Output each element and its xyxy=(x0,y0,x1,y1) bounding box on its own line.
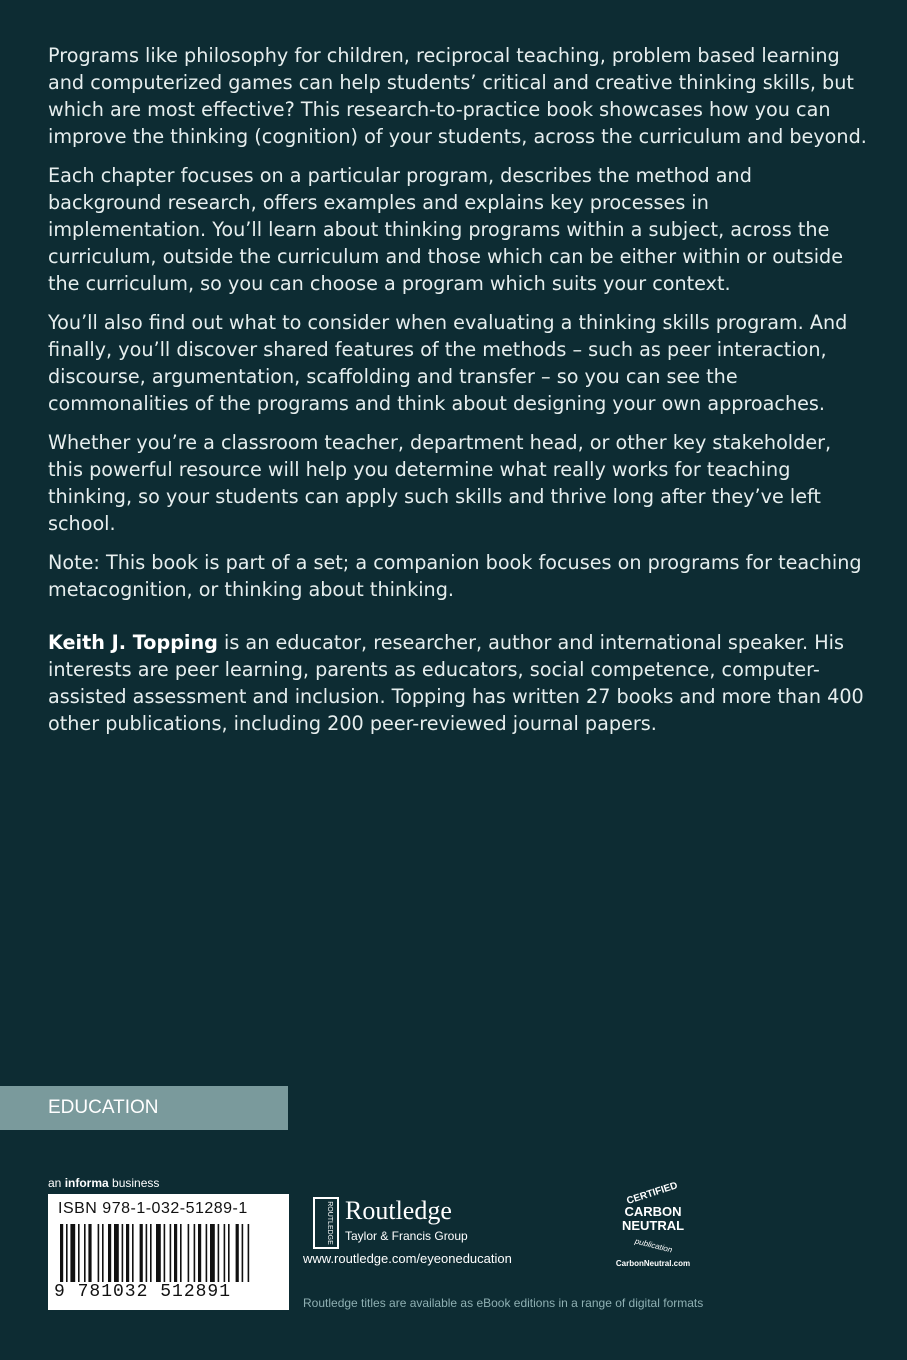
blurb-paragraph: Programs like philosophy for children, reciprocal teaching, problem based learning and computerized games can help students’ critical and creative thinking skills, but which are most effective? This research-to-practice book showcases how you can improve the thinking (cognition) of your students, across the curriculum and beyond. xyxy=(48,44,867,148)
author-bio xyxy=(48,629,868,737)
carbon-line1: CARBON xyxy=(624,1204,682,1219)
category-band: EDUCATION xyxy=(0,1086,288,1130)
publisher-group: Taylor & Francis Group xyxy=(345,1229,468,1243)
publisher-name: Routledge xyxy=(345,1196,452,1225)
routledge-logo-icon xyxy=(312,1196,340,1250)
back-cover-blurb xyxy=(48,42,868,749)
informa-suffix: business xyxy=(108,1176,160,1190)
informa-prefix: an xyxy=(48,1176,65,1190)
blurb-paragraph: Each chapter focuses on a particular program, describes the method and background research, offers examples and explains key processes in implementation. You’ll learn about thinking programs within a subject, across the curriculum, outside the curriculum and those which can be either within or outside the curriculum, so you can choose a program which suits your context. xyxy=(48,164,844,295)
ebook-formats-note: Routledge titles are available as eBook editions in a range of digital formats xyxy=(303,1296,704,1310)
blurb-note: Note: This book is part of a set; a companion book focuses on programs for teaching metacognition, or thinking about thinking. xyxy=(48,551,862,601)
routledge-logo-text: ROUTLEDGE xyxy=(326,1201,333,1245)
isbn-label: ISBN 978-1-032-51289-1 xyxy=(58,1200,248,1217)
blurb-paragraph: You’ll also find out what to consider when evaluating a thinking skills program. And finally, you’ll discover shared features of the methods – such as peer interaction, discourse, argumentation, scaffolding and transfer – so you can see the commonalities of the programs and think about designing your own approaches. xyxy=(48,311,848,415)
barcode-digits: 9 781032 512891 xyxy=(54,1282,232,1302)
carbon-certified-text: CERTIFIED xyxy=(625,1180,680,1208)
barcode-icon xyxy=(60,1224,278,1282)
informa-business-line xyxy=(48,1176,159,1190)
carbon-site-text: CarbonNeutral.com xyxy=(615,1259,691,1268)
isbn-barcode-box xyxy=(48,1194,289,1310)
publisher-url[interactable]: www.routledge.com/eyeoneducation xyxy=(303,1251,512,1266)
carbon-neutral-badge-icon xyxy=(603,1176,703,1272)
blurb-paragraph: Whether you’re a classroom teacher, department head, or other key stakeholder, this powerful resource will help you determine what really works for teaching thinking, so your students can apply such skills and thrive long after they’ve left school. xyxy=(48,431,832,535)
carbon-line2: NEUTRAL xyxy=(621,1218,685,1233)
carbon-publication-text: publication xyxy=(633,1236,674,1255)
author-bio-text: is an educator, researcher, author and international speaker. His interests are peer learning, parents as educators, social competence, computer-assisted assessment and inclusion. Topping has written 27 books and more than 400 other publications, including 200 peer-reviewed journal papers. xyxy=(48,631,864,735)
author-name: Keith J. Topping xyxy=(48,631,218,654)
informa-brand: informa xyxy=(64,1176,109,1190)
